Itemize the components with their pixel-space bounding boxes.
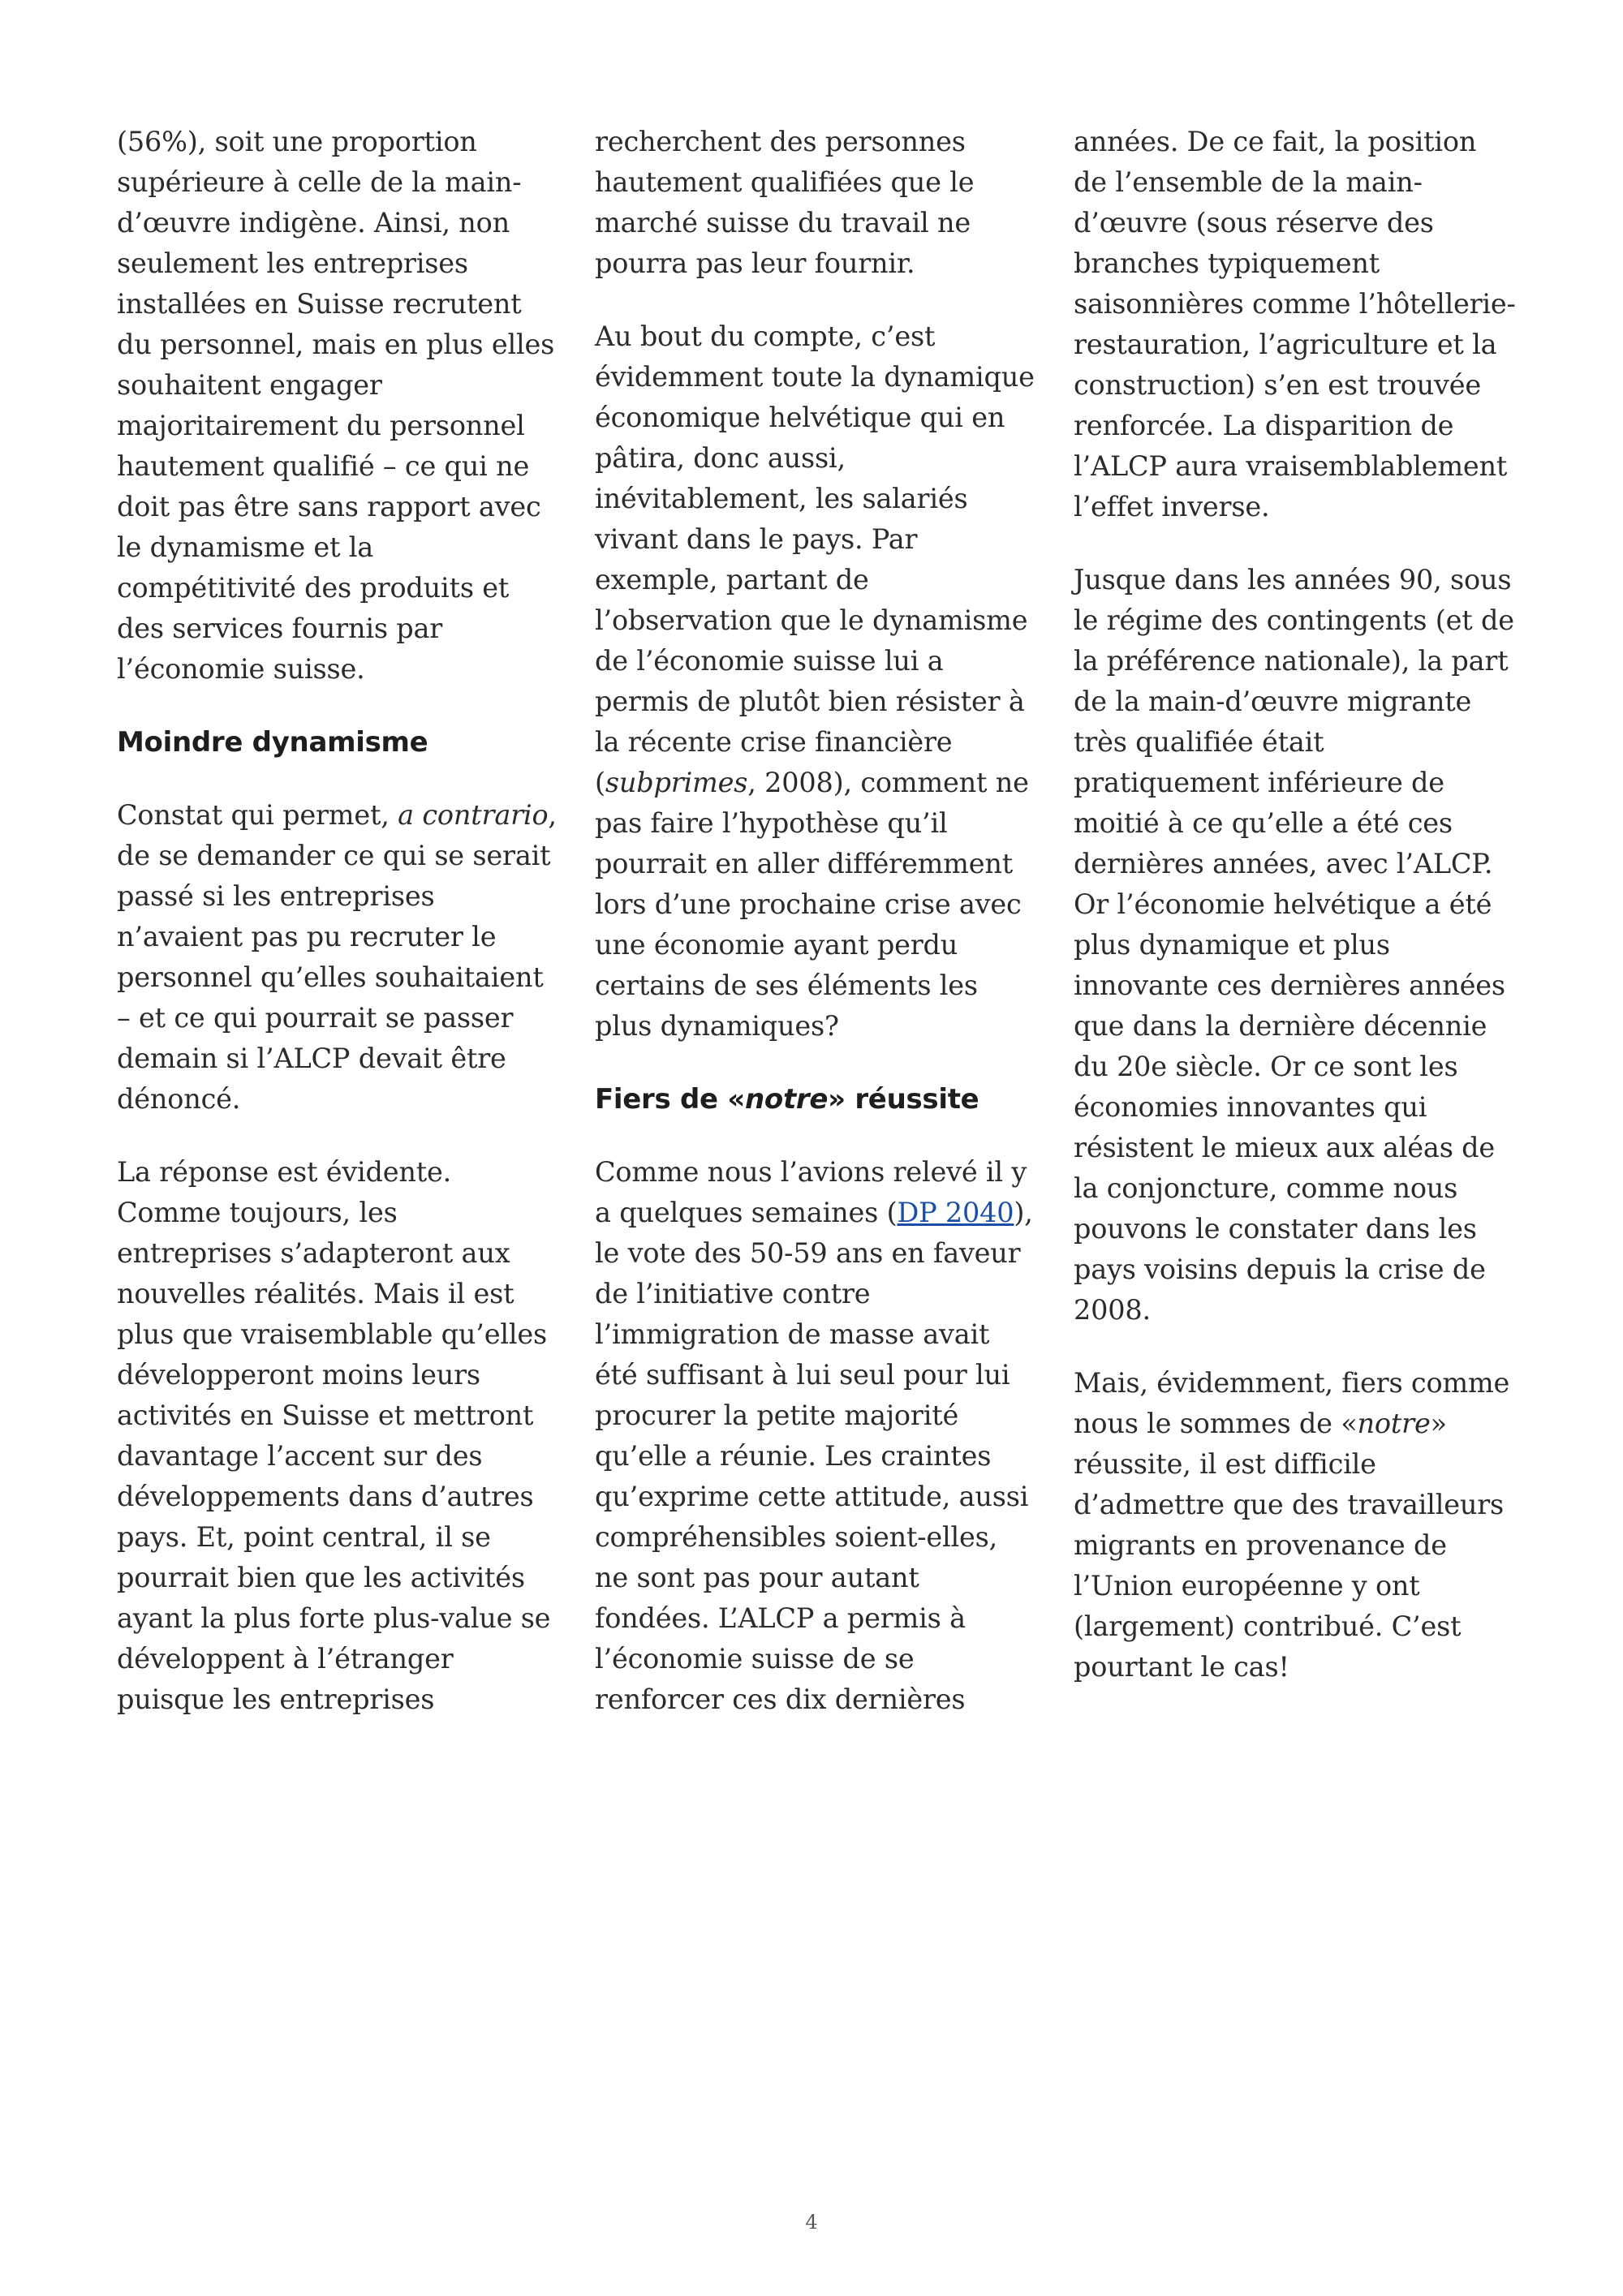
paragraph: Constat qui permet, a contrario, de se demander ce qui se serait passé si les entreprises n’avaient pas pu recruter le personnel qu’elles souhaitaient – et ce qui pourrait se passer demain si l’ALCP devait être dénoncé.: [117, 799, 557, 1115]
paragraph: recherchent des personnes hautement qualifiées que le marché suisse du travail ne pourra pas leur fournir.: [595, 126, 975, 279]
dp-2040-link[interactable]: DP 2040: [897, 1197, 1014, 1228]
section-heading-fiers-de-notre-reussite: Fiers de «notre» réussite: [595, 1083, 979, 1116]
text-column-1: [117, 122, 559, 1752]
text-column-3: [1074, 122, 1516, 1720]
paragraph: La réponse est évidente. Comme toujours, les entreprises s’adapteront aux nouvelles réalités. Mais il est plus que vraisemblable qu’elles développeront moins leurs activités en Suisse et mettront davantage l’accent sur des développements dans d’autres pays. Et, point central, il se pourrait bien que les activités ayant la plus forte plus-value se développent à l’étranger puisque les entreprises: [117, 1156, 551, 1715]
page-number: 4: [805, 2211, 818, 2234]
paragraph: Au bout du compte, c’est évidemment toute la dynamique économique helvétique qui en pâtira, donc aussi, inévitablement, les salariés vivant dans le pays. Par exemple, partant de l’observation que le dynamisme de l’économie suisse lui a permis de plutôt bien résister à la récente crise financière (subprimes, 2008), comment ne pas faire l’hypothèse qu’il pourrait en aller différemment lors d’une prochaine crise avec une économie ayant perdu certains de ses éléments les plus dynamiques?: [595, 320, 1035, 1042]
paragraph: Jusque dans les années 90, sous le régime des contingents (et de la préférence nationale), la part de la main-d’œuvre migrante très qualifiée était pratiquement inférieure de moitié à ce qu’elle a été ces dernières années, avec l’ALCP. Or l’économie helvétique a été plus dynamique et plus innovante ces dernières années que dans la dernière décennie du 20e siècle. Or ce sont les économies innovantes qui résistent le mieux aux aléas de la conjoncture, comme nous pouvons le constater dans les pays voisins depuis la crise de 2008.: [1074, 564, 1514, 1326]
paragraph: années. De ce fait, la position de l’ensemble de la main-d’œuvre (sous réserve des branches typiquement saisonnières comme l’hôtellerie-restauration, l’agriculture et la construction) s’en est trouvée renforcée. La disparition de l’ALCP aura vraisemblablement l’effet inverse.: [1074, 126, 1516, 522]
paragraph: (56%), soit une proportion supérieure à celle de la main-d’œuvre indigène. Ainsi, non seulement les entreprises installées en Suisse recrutent du personnel, mais en plus elles souhaitent engager majoritairement du personnel hautement qualifié – ce qui ne doit pas être sans rapport avec le dynamisme et la compétitivité des produits et des services fournis par l’économie suisse.: [117, 126, 555, 685]
text-column-2: [595, 122, 1037, 1752]
paragraph: Mais, évidemment, fiers comme nous le sommes de «notre» réussite, il est difficile d’admettre que des travailleurs migrants en provenance de l’Union européenne y ont (largement) contribué. C’est pourtant le cas!: [1074, 1367, 1510, 1683]
paragraph: Comme nous l’avions relevé il y a quelques semaines (DP 2040), le vote des 50-59 ans en faveur de l’initiative contre l’immigration de masse avait été suffisant à lui seul pour lui procurer la petite majorité qu’elle a réunie. Les craintes qu’exprime cette attitude, aussi compréhensibles soient-elles, ne sont pas pour autant fondées. L’ALCP a permis à l’économie suisse de se renforcer ces dix dernières: [595, 1156, 1033, 1715]
section-heading-moindre-dynamisme: Moindre dynamisme: [117, 726, 428, 759]
